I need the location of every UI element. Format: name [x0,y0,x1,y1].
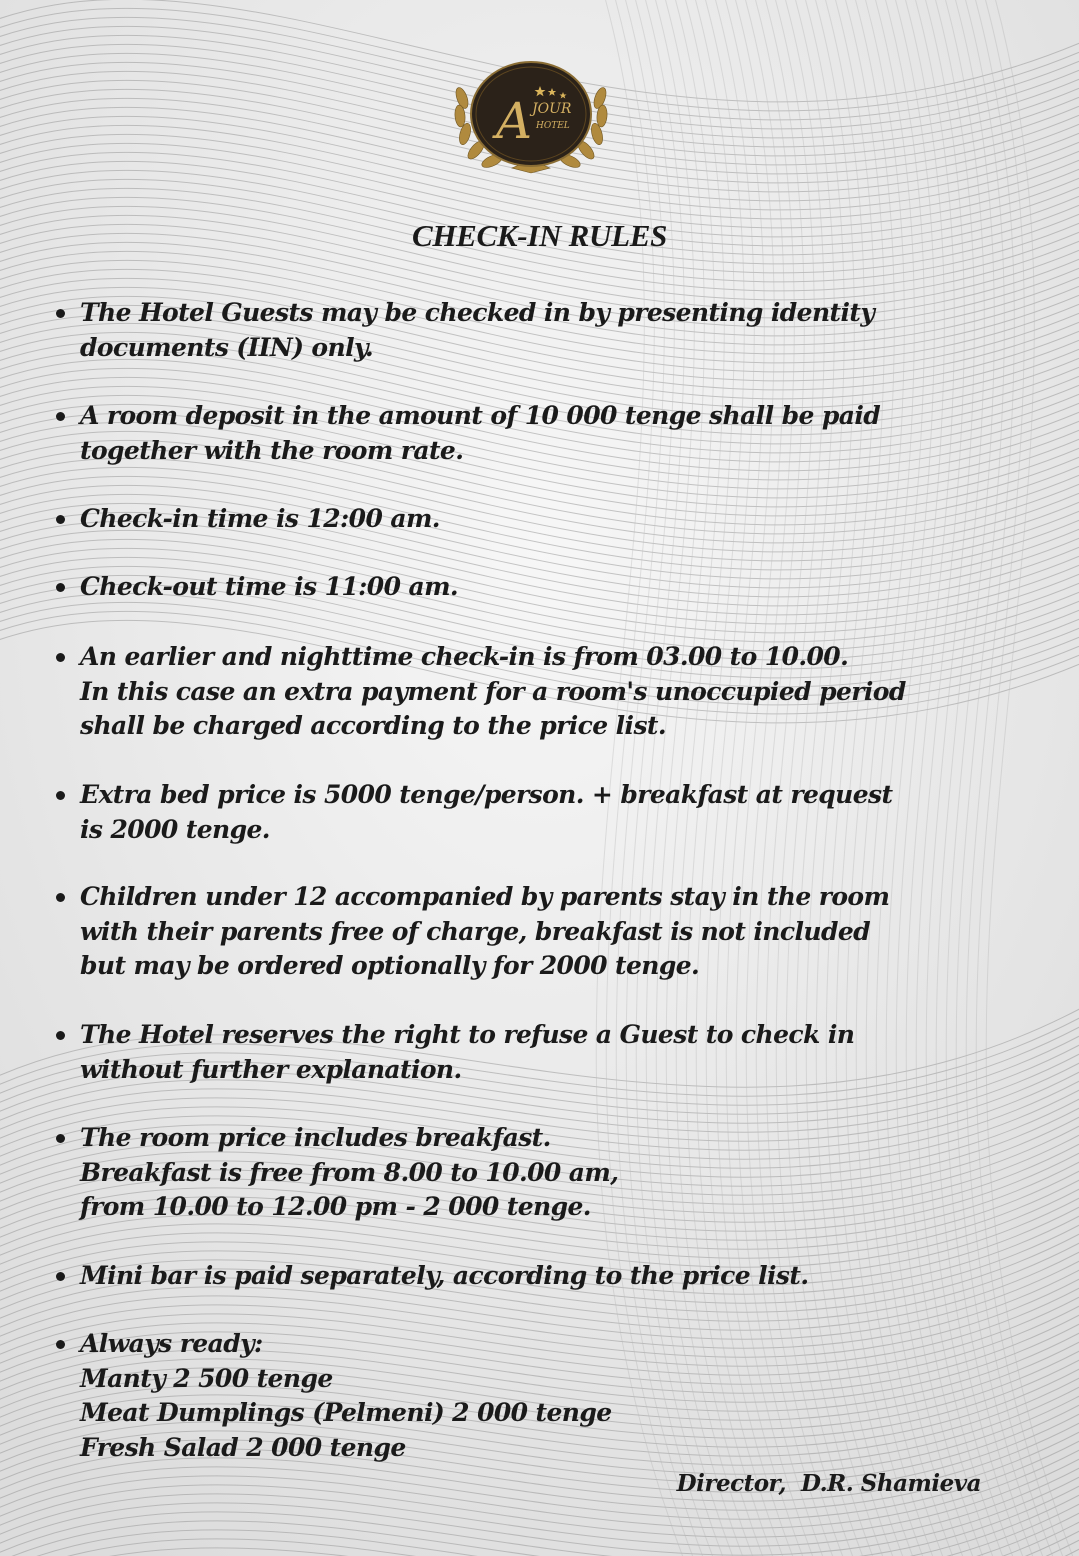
page-title: CHECK-IN RULES [411,218,668,253]
rule-line: Mini bar is paid separately, according to the price list. [80,1261,809,1290]
rule-line: The room price includes breakfast. [80,1123,551,1152]
bullet-icon [56,412,65,421]
rule-item [80,1327,980,1465]
bullet-icon [56,653,65,662]
rule-line: without further explanation. [80,1054,462,1084]
rule-line: Fresh Salad 2 000 tenge [80,1432,406,1462]
rule-item [80,1018,980,1087]
rule-line: An earlier and nighttime check-in is from 03.00 to 10.00. [80,642,849,671]
rule-line: The Hotel Guests may be checked in by presenting identity [80,298,875,327]
rule-line: Check-out time is 11:00 am. [80,572,459,601]
logo-brand-word: JOUR [532,101,572,117]
rule-line: The Hotel reserves the right to refuse a Guest to check in [80,1020,855,1049]
rule-line: together with the room rate. [80,435,464,465]
rule-line: Extra bed price is 5000 tenge/person. + breakfast at request [80,780,893,809]
bullet-icon [56,1134,65,1143]
rule-line: Children under 12 accompanied by parents stay in the room [80,882,890,911]
logo-initial: A [496,92,533,150]
rule-line: from 10.00 to 12.00 pm - 2 000 tenge. [80,1192,591,1221]
rule-item [80,778,980,847]
bullet-icon [56,1272,65,1281]
bullet-icon [56,791,65,800]
rule-line: Meat Dumplings (Pelmeni) 2 000 tenge [80,1398,612,1427]
rule-item [80,640,980,744]
rule-item [80,1259,980,1294]
rule-item [80,296,980,365]
rule-line: Check-in time is 12:00 am. [80,504,440,533]
hotel-logo [452,58,610,176]
rule-item [80,399,980,468]
rule-line: A room deposit in the amount of 10 000 tenge shall be paid [80,401,881,430]
rule-line: documents (IIN) only. [80,332,374,362]
rule-line: shall be charged according to the price list. [80,711,666,740]
rule-item [80,880,980,984]
bullet-icon [56,893,65,902]
bullet-icon [56,1340,65,1349]
rule-line: Breakfast is free from 8.00 to 10.00 am, [80,1157,619,1187]
rule-line: Manty 2 500 tenge [80,1363,333,1393]
rule-item [80,570,980,605]
rule-line: Always ready: [80,1329,263,1358]
director-signature: Director, D.R. Shamieva [676,1470,981,1497]
rule-line: with their parents free of charge, breakfast is not included [80,916,871,946]
rule-item [80,1121,980,1225]
bullet-icon [56,583,65,592]
logo-brand-sub: HOTEL [536,121,570,131]
bullet-icon [56,309,65,318]
rule-line: is 2000 tenge. [80,814,270,844]
bullet-icon [56,515,65,524]
bullet-icon [56,1031,65,1040]
rule-item [80,502,980,537]
rule-line: but may be ordered optionally for 2000 tenge. [80,951,700,980]
rule-line: In this case an extra payment for a room's unoccupied period [80,676,906,706]
